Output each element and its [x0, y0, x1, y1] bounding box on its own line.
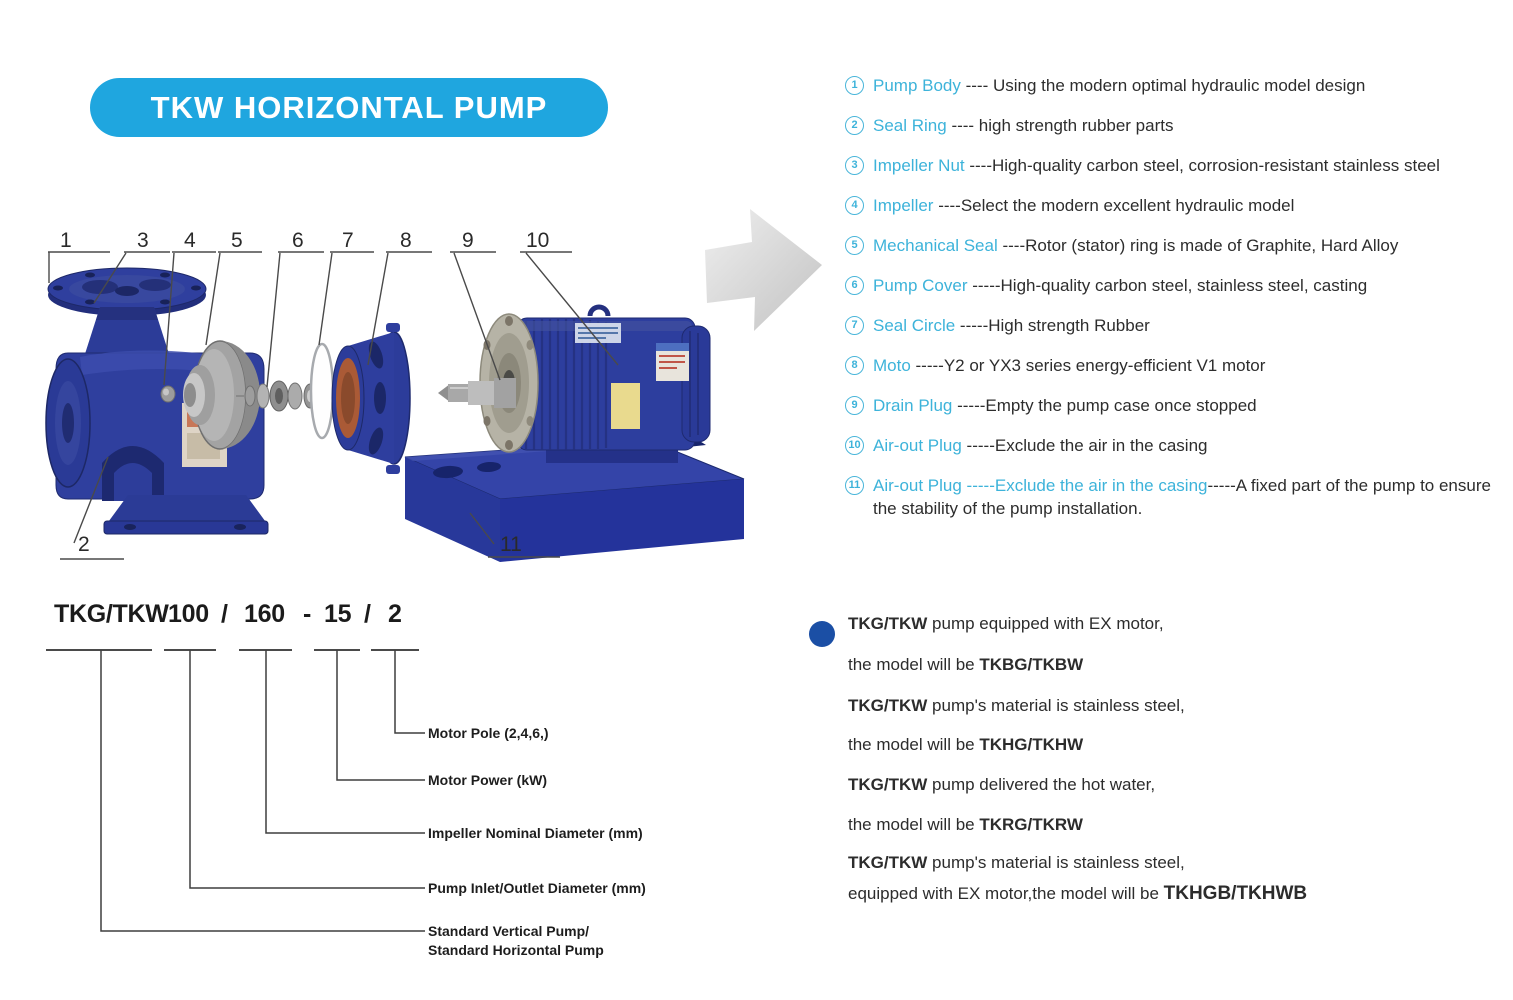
part-number-badge: 7 — [845, 316, 864, 335]
model-inlet: 100 — [168, 600, 209, 628]
motor-yellow-label — [611, 383, 640, 429]
model-separator-2: - — [303, 600, 312, 628]
part-item-9: 9 Drain Plug -----Empty the pump case once stopped — [845, 394, 1493, 417]
note-3-line-1: TKG/TKW pump delivered the hot water, — [848, 775, 1156, 794]
part-item-4: 4 Impeller ----Select the modern excellent hydraulic model — [845, 194, 1493, 217]
model-separator-1: / — [221, 600, 228, 628]
bullet-icon — [809, 621, 835, 647]
page-title: TKW HORIZONTAL PUMP — [150, 89, 548, 125]
part-item-1: 1 Pump Body ---- Using the modern optimal hydraulic model design — [845, 74, 1493, 97]
motor-eyebolt — [590, 307, 608, 316]
part-number-badge: 6 — [845, 276, 864, 295]
part-item-5: 5 Mechanical Seal ----Rotor (stator) ring is made of Graphite, Hard Alloy — [845, 234, 1493, 257]
part-number-badge: 1 — [845, 76, 864, 95]
parts-list — [845, 74, 1493, 537]
note-4-line-1: TKG/TKW pump's material is stainless steel, — [848, 853, 1185, 872]
callout-10: 10 — [526, 229, 550, 252]
part-item-2: 2 Seal Ring ---- high strength rubber parts — [845, 114, 1493, 137]
note-2-line-2: the model will be TKHG/TKHW — [848, 735, 1084, 754]
note-3-line-2: the model will be TKRG/TKRW — [848, 815, 1083, 834]
note-1-line-1: TKG/TKW pump equipped with EX motor, — [848, 614, 1164, 633]
part-number-badge: 9 — [845, 396, 864, 415]
seal-circle-part — [311, 344, 333, 438]
label-motor-pole: Motor Pole (2,4,6,) — [428, 725, 549, 741]
title-banner — [90, 78, 608, 137]
part-number-badge: 10 — [845, 436, 864, 455]
part-number-badge: 8 — [845, 356, 864, 375]
callout-2: 2 — [78, 533, 90, 556]
part-number-badge: 11 — [845, 476, 864, 495]
pump-exploded-diagram — [30, 195, 840, 587]
callout-9: 9 — [462, 229, 474, 252]
model-separator-3: / — [364, 600, 371, 628]
callout-8: 8 — [400, 229, 412, 252]
label-standard-pump: Standard Vertical Pump/ Standard Horizontal Pump — [428, 923, 604, 958]
part-item-10: 10 Air-out Plug -----Exclude the air in the casing — [845, 434, 1493, 457]
label-impeller-diameter: Impeller Nominal Diameter (mm) — [428, 825, 643, 841]
part-item-11: 11 Air-out Plug -----Exclude the air in the casing-----A fixed part of the pump to ensure the stability of the pump installation. — [845, 474, 1493, 520]
part-item-8: 8 Moto -----Y2 or YX3 series energy-efficient V1 motor — [845, 354, 1493, 377]
part-item-7: 7 Seal Circle -----High strength Rubber — [845, 314, 1493, 337]
callout-3: 3 — [137, 229, 149, 252]
impeller-nut-part — [161, 386, 175, 402]
transition-arrow-icon — [705, 209, 822, 331]
part-number-badge: 5 — [845, 236, 864, 255]
label-motor-power: Motor Power (kW) — [428, 772, 547, 788]
callout-11: 11 — [500, 533, 522, 556]
callout-1: 1 — [60, 229, 72, 252]
note-4-line-2: equipped with EX motor,the model will be TKHGB/TKHWB — [848, 883, 1308, 904]
model-breakdown-lines — [40, 640, 720, 980]
model-pole: 2 — [388, 600, 402, 628]
part-number-badge: 2 — [845, 116, 864, 135]
model-impeller: 160 — [244, 600, 285, 628]
part-item-6: 6 Pump Cover -----High-quality carbon steel, stainless steel, casting — [845, 274, 1493, 297]
note-2-line-1: TKG/TKW pump's material is stainless steel, — [848, 696, 1185, 715]
callout-6: 6 — [292, 229, 304, 252]
note-1-line-2: the model will be TKBG/TKBW — [848, 655, 1084, 674]
part-number-badge: 4 — [845, 196, 864, 215]
callout-4: 4 — [184, 229, 196, 252]
model-series: TKG/TKW — [54, 600, 169, 628]
shaft-part — [438, 378, 516, 408]
part-item-3: 3 Impeller Nut ----High-quality carbon steel, corrosion-resistant stainless steel — [845, 154, 1493, 177]
callout-5: 5 — [231, 229, 243, 252]
motor-part — [517, 307, 710, 463]
model-power: 15 — [324, 600, 352, 628]
callout-7: 7 — [342, 229, 354, 252]
part-number-badge: 3 — [845, 156, 864, 175]
label-inlet-outlet-diameter: Pump Inlet/Outlet Diameter (mm) — [428, 880, 646, 896]
